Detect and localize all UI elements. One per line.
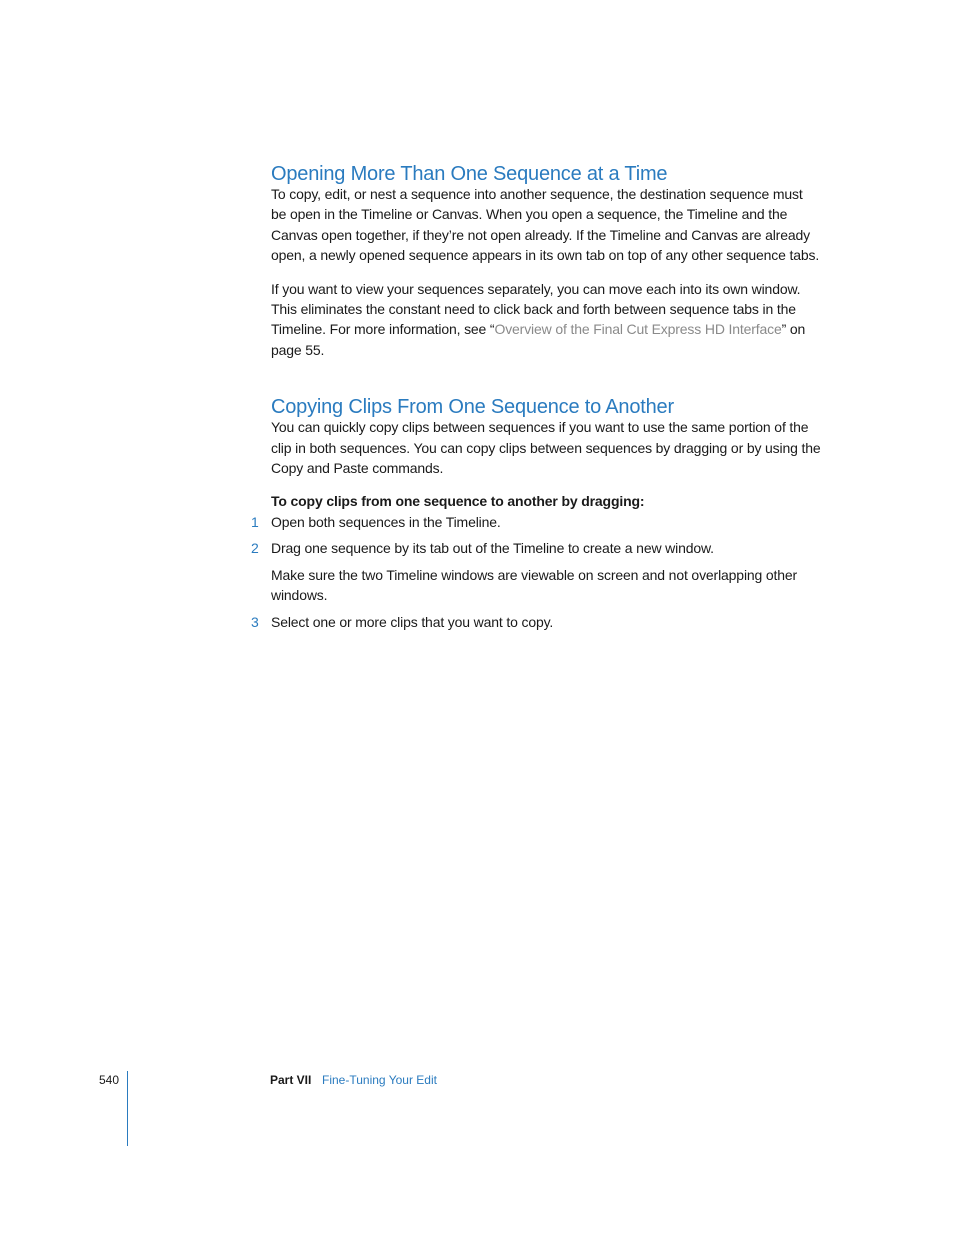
- section-heading-opening-sequences: Opening More Than One Sequence at a Time: [271, 163, 668, 185]
- page-number: 540: [99, 1073, 120, 1087]
- step-number: 3: [251, 613, 259, 630]
- step-number: 2: [251, 540, 259, 557]
- footer-divider: [127, 1071, 128, 1146]
- section-heading-copying-clips: Copying Clips From One Sequence to Another: [271, 396, 674, 419]
- step-item: [251, 512, 821, 532]
- step-text: Select one or more clips that you want to copy.: [271, 613, 554, 630]
- step-item: [251, 538, 821, 558]
- cross-reference-link[interactable]: Overview of the Final Cut Express HD Interface: [494, 321, 782, 338]
- step-item: [251, 612, 821, 632]
- step-number: 1: [251, 513, 259, 530]
- paragraph-text: ” on page 55.: [271, 321, 806, 358]
- step-text: Drag one sequence by its tab out of the Timeline to create a new window.: [271, 540, 714, 557]
- step-text: Open both sequences in the Timeline.: [271, 513, 501, 530]
- body-paragraph: You can quickly copy clips between sequences if you want to use the same portion of the clip in both sequences. You can copy clips between sequences by dragging or by using the Copy and Paste commands.: [271, 419, 821, 477]
- footer-chapter-link[interactable]: Fine-Tuning Your Edit: [322, 1073, 437, 1087]
- footer-part-label: Part VII: [270, 1073, 312, 1087]
- body-paragraph: [271, 279, 821, 361]
- body-paragraph: To copy, edit, or nest a sequence into another sequence, the destination sequence must be open in the Timeline or Canvas. When you open a sequence, the Timeline and the Canvas open together, if they’re not open already. If the Timeline and Canvas are already open, a newly opened sequence appears in its own tab on top of any other sequence tabs.: [271, 186, 820, 264]
- paragraph-text: If you want to view your sequences separately, you can move each into its own window. This eliminates the constant need to click back and forth between sequence tabs in the Timeline. For more information, see “: [271, 280, 801, 338]
- task-heading: To copy clips from one sequence to another by dragging:: [271, 493, 645, 510]
- page-content: [251, 160, 821, 632]
- step-note: Make sure the two Timeline windows are viewable on screen and not overlapping other windows.: [271, 566, 798, 604]
